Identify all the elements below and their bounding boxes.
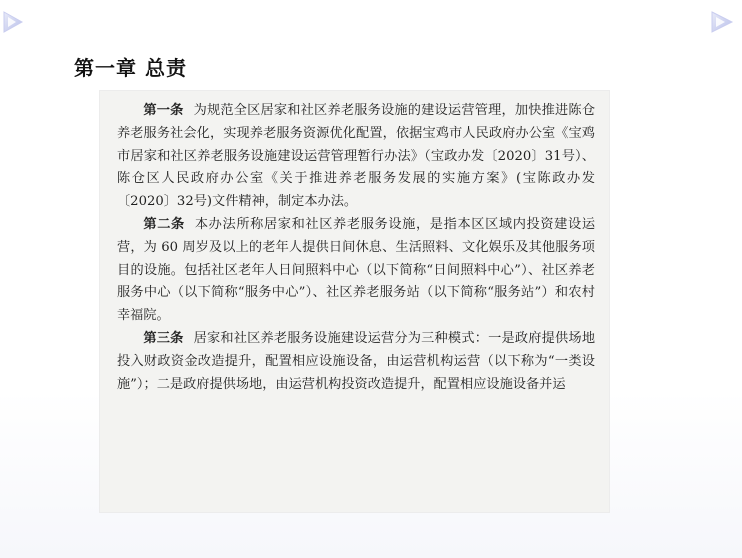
chapter-heading: 第一章 总责 xyxy=(74,56,187,80)
article-text: 本办法所称居家和社区养老服务设施，是指本区区域内投资建设运营，为 60 周岁及以上的老年人提供日间休息、生活照料、文化娱乐及其他服务项目的设施。包括社区老年人日间照料中心（以下简称“日间照料中心”）、社区养老服务中心（以下简称“服务中心”）、社区养老服务站（以下简称“服务站”）和农村幸福院。 xyxy=(117,216,596,324)
article-1 xyxy=(117,100,595,214)
article-2 xyxy=(117,214,595,328)
document-body xyxy=(117,100,595,396)
next-slide-arrow-icon[interactable] xyxy=(706,6,738,38)
article-label: 第三条 xyxy=(143,330,184,346)
article-text: 居家和社区养老服务设施建设运营分为三种模式：一是政府提供场地投入财政资金改造提升，配置相应设施设备，由运营机构运营（以下称为“一类设施”）；二是政府提供场地，由运营机构投资改造提升，配置相应设施设备并运 xyxy=(117,330,596,392)
article-label: 第一条 xyxy=(143,103,184,118)
article-text: 为规范全区居家和社区养老服务设施的建设运营管理，加快推进陈仓养老服务社会化，实现养老服务资源优化配置，依据宝鸡市人民政府办公室《宝鸡市居家和社区养老服务设施建设运营管理暂行办法》（宝政办发〔2020〕31号）、陈仓区人民政府办公室《关于推进养老服务发展的实施方案》(宝陈政办发〔2020〕32号)文件精神，制定本办法。 xyxy=(117,103,596,210)
previous-slide-arrow-icon[interactable] xyxy=(0,6,32,38)
article-3 xyxy=(117,328,595,396)
scanned-document-image xyxy=(99,90,610,513)
article-label: 第二条 xyxy=(143,216,185,232)
